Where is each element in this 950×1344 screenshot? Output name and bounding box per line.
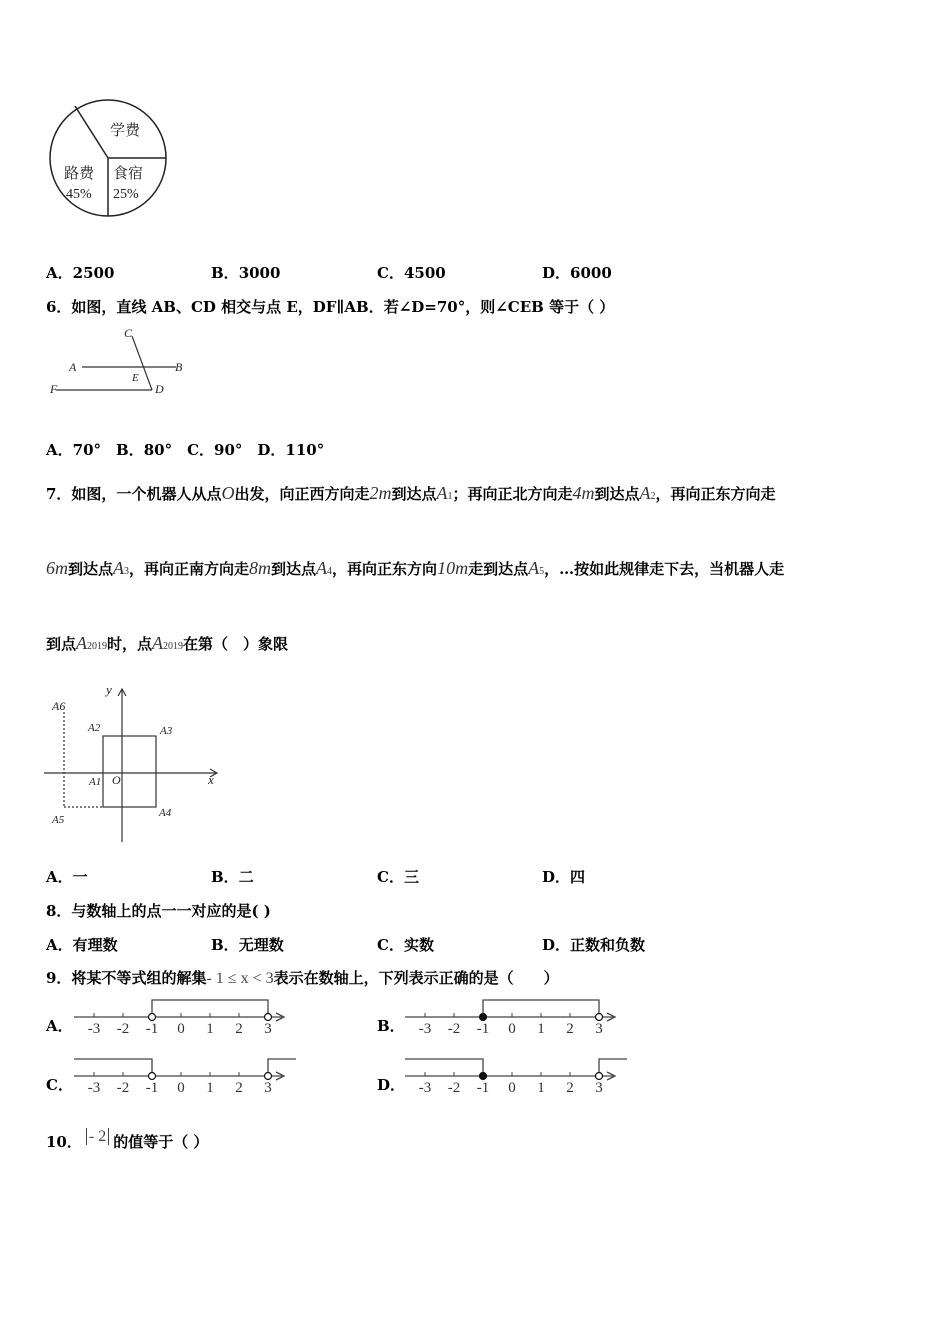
endpoint-left — [480, 1073, 487, 1080]
tick-label: -2 — [447, 1021, 461, 1037]
solution-bracket-right — [268, 1059, 296, 1076]
tick-label: 0 — [177, 1080, 185, 1096]
q7-line-1: 7．如图，一个机器人从点O出发，向正西方向走2m到达点A1；再向正北方向走4m到达点A2，再向正东方向走 — [46, 483, 776, 503]
q8-stem: 8．与数轴上的点一一对应的是( ) — [46, 902, 271, 920]
endpoint-left — [149, 1014, 156, 1021]
pie-pct-food: 25% — [113, 187, 139, 202]
tick-label: -2 — [116, 1080, 130, 1096]
svg-text:x: x — [208, 772, 214, 787]
tick-label: -2 — [447, 1080, 461, 1096]
q7-coordinate-figure — [40, 684, 225, 844]
option-letter: D． — [542, 264, 571, 282]
option-text: 6000 — [570, 264, 612, 282]
endpoint-right — [265, 1073, 272, 1080]
tick-label: 3 — [595, 1021, 603, 1037]
tick-label: -1 — [476, 1080, 490, 1096]
q7-option-b[interactable]: B．二 — [211, 868, 254, 886]
q8-option-b[interactable]: B．无理数 — [211, 936, 284, 954]
q9-letter-b[interactable]: B． — [377, 1017, 405, 1035]
tick-label: 2 — [235, 1080, 243, 1096]
tick-label: -1 — [145, 1021, 159, 1037]
label-c: C — [124, 326, 133, 340]
q8-option-a[interactable]: A．有理数 — [46, 936, 118, 954]
tick-label: -3 — [87, 1021, 101, 1037]
abs-value-expression: - 2 — [86, 1128, 109, 1145]
svg-text:A1: A1 — [89, 776, 102, 788]
svg-text:A6: A6 — [52, 699, 66, 713]
label-d: D — [155, 382, 164, 396]
option-text: 3000 — [238, 264, 281, 282]
svg-text:O: O — [112, 773, 121, 787]
q8-option-d[interactable]: D．正数和负数 — [542, 936, 646, 954]
tick-label: -1 — [476, 1021, 490, 1037]
tick-label: 1 — [537, 1021, 545, 1037]
endpoint-right — [596, 1073, 603, 1080]
q9-number-line-c[interactable] — [72, 1054, 302, 1098]
q9-letter-d[interactable]: D． — [377, 1076, 406, 1094]
tick-label: -2 — [116, 1021, 130, 1037]
endpoint-right — [265, 1014, 272, 1021]
solution-bracket-left — [74, 1059, 152, 1076]
tick-label: 3 — [264, 1080, 272, 1096]
q9-number-line-d[interactable] — [403, 1054, 633, 1098]
tick-label: 2 — [566, 1021, 574, 1037]
q9-letter-c[interactable]: C． — [46, 1076, 73, 1094]
option-letter: A． — [46, 264, 73, 282]
svg-text:y: y — [106, 684, 112, 697]
tick-label: 1 — [537, 1080, 545, 1096]
pie-label-food: 食宿 — [113, 166, 144, 182]
q7-line-2: 6m到达点A3，再向正南方向走8m到达点A4，再向正东方向10m走到达点A5，…按如此规律走下去，当机器人走 — [46, 558, 785, 578]
q9-letter-a[interactable]: A． — [46, 1017, 73, 1035]
tick-label: 2 — [235, 1021, 243, 1037]
tick-label: 3 — [264, 1021, 272, 1037]
option-letter: B． — [211, 264, 239, 282]
q5-option-b[interactable] — [211, 262, 280, 283]
label-e: E — [132, 372, 139, 384]
svg-text:A2: A2 — [88, 722, 101, 734]
q5-option-a[interactable] — [46, 262, 114, 283]
tick-label: 0 — [508, 1080, 516, 1096]
q9-stem: 9．将某不等式组的解集- 1 ≤ x < 3表示在数轴上，下列表示正确的是（ ） — [46, 969, 559, 987]
solution-bracket-left — [405, 1059, 483, 1076]
tick-label: -3 — [87, 1080, 101, 1096]
endpoint-left — [149, 1073, 156, 1080]
inequality: - 1 ≤ x < 3 — [206, 970, 274, 987]
q5-option-d[interactable] — [542, 262, 612, 283]
q5-option-c[interactable] — [377, 262, 446, 283]
q7-line-3: 到点A2019时，点A2019在第（ ）象限 — [46, 633, 289, 653]
point-o: O — [221, 483, 235, 503]
endpoint-left — [480, 1014, 487, 1021]
option-text: 2500 — [72, 264, 115, 282]
pie-divider-1 — [75, 106, 108, 158]
q9-number-line-b[interactable] — [403, 995, 623, 1039]
q7-option-a[interactable]: A．一 — [46, 868, 88, 886]
option-text: 4500 — [403, 264, 446, 282]
svg-text:A3: A3 — [160, 725, 173, 737]
q7-option-c[interactable]: C．三 — [377, 868, 419, 886]
label-b: B — [175, 360, 183, 374]
tick-label: 0 — [177, 1021, 185, 1037]
solution-bracket-right — [599, 1059, 627, 1076]
tick-label: -3 — [418, 1021, 432, 1037]
q6-stem: 6．如图，直线 AB、CD 相交与点 E，DF∥AB．若∠D=70°，则∠CEB 等于（ ） — [46, 298, 615, 316]
tick-label: 0 — [508, 1021, 516, 1037]
tick-label: 2 — [566, 1080, 574, 1096]
tick-label: 1 — [206, 1021, 214, 1037]
q6-line-figure — [48, 326, 188, 398]
tick-label: 3 — [595, 1080, 603, 1096]
pie-pct-travel: 45% — [66, 187, 92, 202]
svg-text:A4: A4 — [159, 807, 172, 819]
svg-text:A5: A5 — [52, 814, 65, 826]
endpoint-right — [596, 1014, 603, 1021]
tick-label: -1 — [145, 1080, 159, 1096]
pie-label-study: 学费 — [110, 123, 141, 139]
q7-option-d[interactable]: D．四 — [542, 868, 586, 886]
option-letter: C． — [377, 264, 404, 282]
q10-stem: 10． - 2 的值等于（ ） — [46, 1128, 209, 1151]
q9-number-line-a[interactable] — [72, 995, 292, 1039]
q6-options[interactable]: A．70° B．80° C．90° D．110° — [46, 441, 325, 459]
tick-label: 1 — [206, 1080, 214, 1096]
label-f: F — [50, 382, 58, 396]
tick-label: -3 — [418, 1080, 432, 1096]
q8-option-c[interactable]: C．实数 — [377, 936, 434, 954]
pie-label-travel: 路费 — [64, 166, 95, 182]
pie-chart-figure — [45, 98, 175, 220]
label-a: A — [69, 360, 77, 374]
